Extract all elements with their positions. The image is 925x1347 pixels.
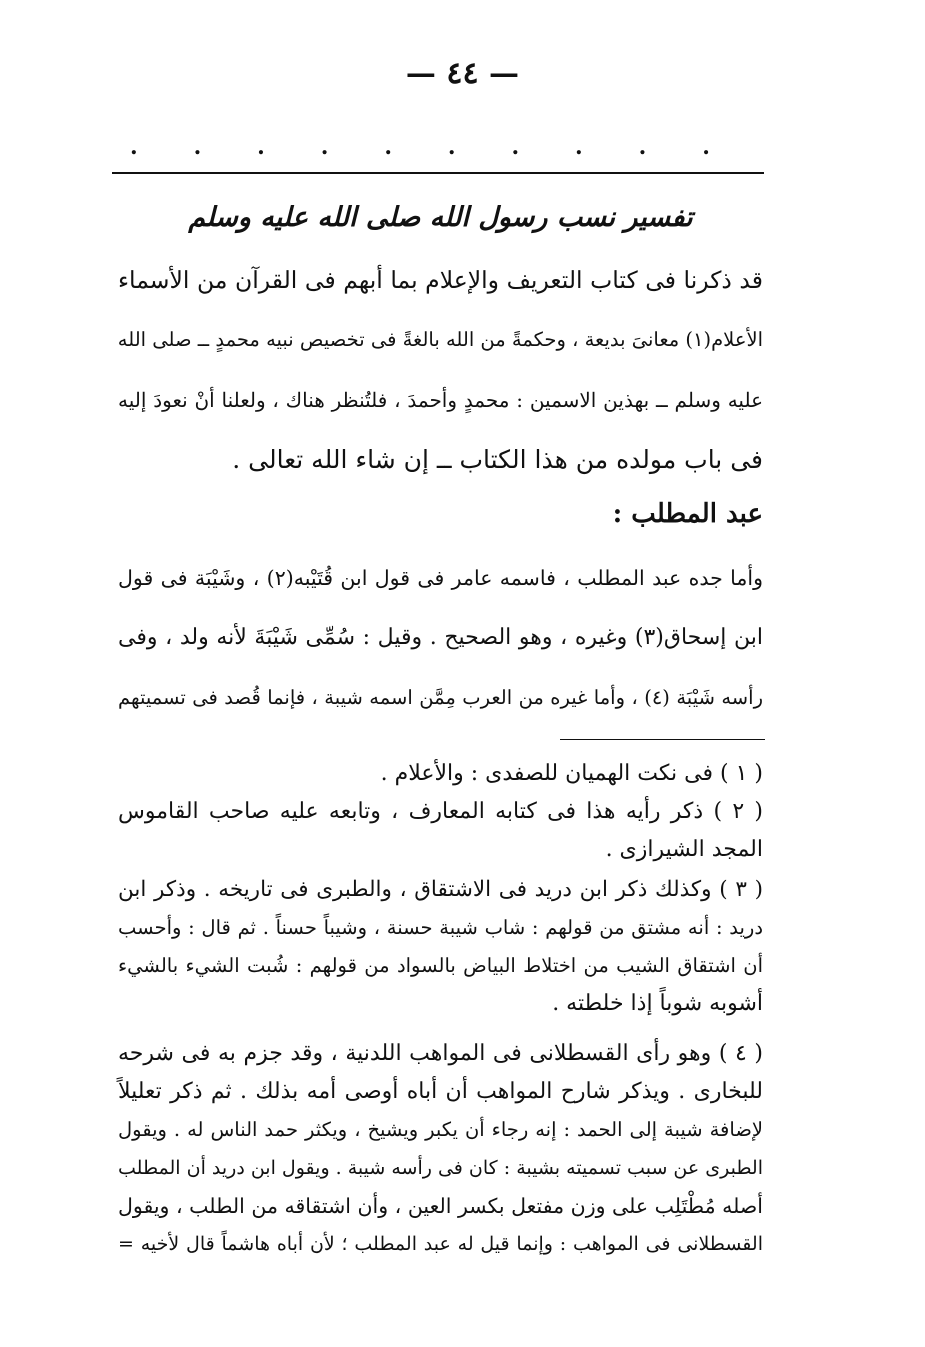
- footnote-line: ( ١ ) فى نكت الهميان للصفدى : والأعلام .: [380, 761, 763, 786]
- dot: .: [320, 134, 329, 160]
- footnote-2: [118, 793, 763, 869]
- text-line: الأعلام(١) معانىَ بديعة ، وحكمةً من الله بالغةً فى تخصيص نبيه محمدٍ ــ صلى الله: [117, 328, 763, 351]
- dot: .: [511, 134, 520, 160]
- footnote-line: لإضافة شيبة إلى الحمد : إنه رجاء أن يكبر ويشيخ ، ويكثر حمد الناس له . ويقول: [118, 1118, 763, 1141]
- footnote-1: [118, 755, 763, 793]
- dot: .: [384, 134, 392, 160]
- dot: .: [702, 134, 710, 160]
- text-line: ابن إسحاق(٣) وغيره ، وهو الصحيح . وقيل : سُمِّى شَيْبَةَ لأنه ولد ، وفى: [118, 625, 764, 650]
- paragraph-intro: [118, 250, 763, 490]
- section-title: تفسير نسب رسول الله صلى الله عليه وسلم: [188, 202, 693, 233]
- footnote-line: أصله مُطْتَلِب على وزن مفتعل بكسر العين ، وأن اشتقاقه من الطلب ، ويقول: [118, 1194, 763, 1218]
- text-line: وأما جده عبد المطلب ، فاسمه عامر فى قول ابن قُتَيْبه(٢) ، وشَيْبَة فى قول: [118, 566, 764, 590]
- dot: .: [638, 134, 647, 160]
- header-rule: [112, 172, 764, 174]
- page-number: — ٤٤ —: [405, 56, 520, 91]
- dot: .: [130, 134, 138, 160]
- text-line: فى باب مولده من هذا الكتاب ــ إن شاء الله تعالى .: [232, 445, 763, 474]
- footnote-line: أن اشتقاق الشيب من اختلاط البياض بالسواد من قولهم : شُبت الشيء بالشيء: [118, 954, 763, 977]
- footnote-line: ( ٢ ) ذكر رأيه هذا فى كتابه المعارف ، وتابعه عليه صاحب القاموس: [118, 799, 764, 824]
- dot: .: [575, 134, 583, 160]
- footnote-line: ( ٤ ) وهو رأى القسطلانى فى المواهب اللدنية ، وقد جزم به فى شرحه: [118, 1041, 764, 1066]
- dot: .: [193, 134, 202, 160]
- dot: .: [257, 134, 265, 160]
- dot: .: [447, 134, 456, 160]
- paragraph-abd-al-muttalib: [118, 548, 763, 728]
- footnote-4: [118, 1035, 763, 1263]
- footnote-line: أشوبه شوباً إذا خلطته .: [552, 991, 763, 1016]
- ornament-dots: [130, 132, 710, 162]
- footnote-line: القسطلانى فى المواهب : وإنما قيل له عبد المطلب ؛ لأن أباه هاشماً قال لأخيه =: [118, 1233, 763, 1255]
- footnote-line: الطبرى عن سبب تسميته بشيبة : كان فى رأسه شيبة . ويقول ابن دريد أن المطلب: [118, 1157, 763, 1179]
- text-line: قد ذكرنا فى كتاب التعريف والإعلام بما أبهم فى القرآن من الأسماء: [118, 266, 763, 294]
- subheading-abd-al-muttalib: عبد المطلب :: [612, 499, 763, 529]
- footnote-line: للبخارى . ويذكر شارح المواهب أن أباه أوصى أمه بذلك . ثم ذكر تعليلاً: [118, 1079, 763, 1104]
- text-line: عليه وسلم ــ بهذين الاسمين : محمدٍ وأحمدَ ، فلتُنظر هناك ، ولعلنا أنْ نعودَ إليه: [118, 388, 763, 412]
- footnote-line: المجد الشيرازى .: [605, 837, 763, 862]
- footnote-rule: [560, 739, 765, 740]
- footnote-line: ( ٣ ) وكذلك ذكر ابن دريد فى الاشتقاق ، والطبرى فى تاريخه . وذكر ابن: [118, 877, 763, 902]
- footnote-line: دريد : أنه مشتق من قولهم : شاب شيبة حسنة ، وشيباً حسناً . ثم قال : وأحسب: [118, 916, 763, 939]
- text-line: رأسه شَيْبَة (٤) ، وأما غيره من العرب مِمَّن اسمه شيبة ، فإنما قُصد فى تسميتهم: [118, 686, 763, 709]
- footnote-3: [118, 871, 763, 1023]
